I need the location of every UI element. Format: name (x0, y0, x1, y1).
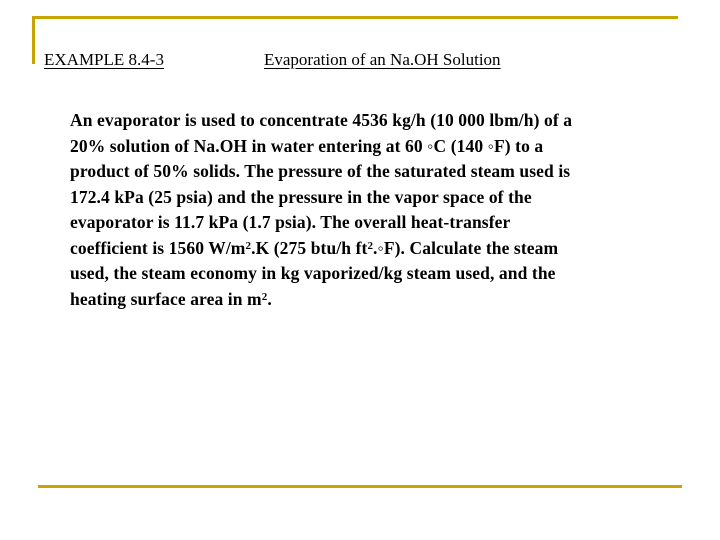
problem-statement (70, 108, 680, 312)
problem-line-6 (70, 236, 680, 262)
problem-line-8-part-a: heating surface area in m (70, 288, 262, 309)
superscript-2: 2 (245, 239, 252, 252)
superscript-2: 2 (261, 290, 268, 303)
problem-line-6-part-c: .◦F). Calculate the steam (373, 237, 559, 258)
bottom-rule (38, 485, 682, 488)
left-rule (32, 16, 35, 64)
top-rule (32, 16, 678, 19)
superscript-2: 2 (367, 239, 374, 252)
problem-line-2: 20% solution of Na.OH in water entering at 60 ◦C (140 ◦F) to a (70, 135, 544, 156)
example-title: Evaporation of an Na.OH Solution (264, 50, 501, 69)
problem-line-3: product of 50% solids. The pressure of the saturated steam used is (70, 161, 571, 181)
problem-line-8-part-b: . (267, 288, 272, 309)
problem-line-4: 172.4 kPa (25 psia) and the pressure in the vapor space of the (70, 186, 532, 207)
problem-line-6-part-b: .K (275 btu/h ft (251, 237, 368, 258)
problem-line-6-part-a: coefficient is 1560 W/m (70, 237, 246, 258)
example-label: EXAMPLE 8.4-3 (44, 50, 164, 69)
problem-line-7: used, the steam economy in kg vaporized/kg steam used, and the (70, 263, 556, 283)
problem-line-5: evaporator is 11.7 kPa (1.7 psia). The overall heat-transfer (70, 212, 511, 232)
problem-line-1: An evaporator is used to concentrate 4536 kg/h (10 000 lbm/h) of a (70, 110, 573, 130)
problem-line-8 (70, 287, 680, 313)
